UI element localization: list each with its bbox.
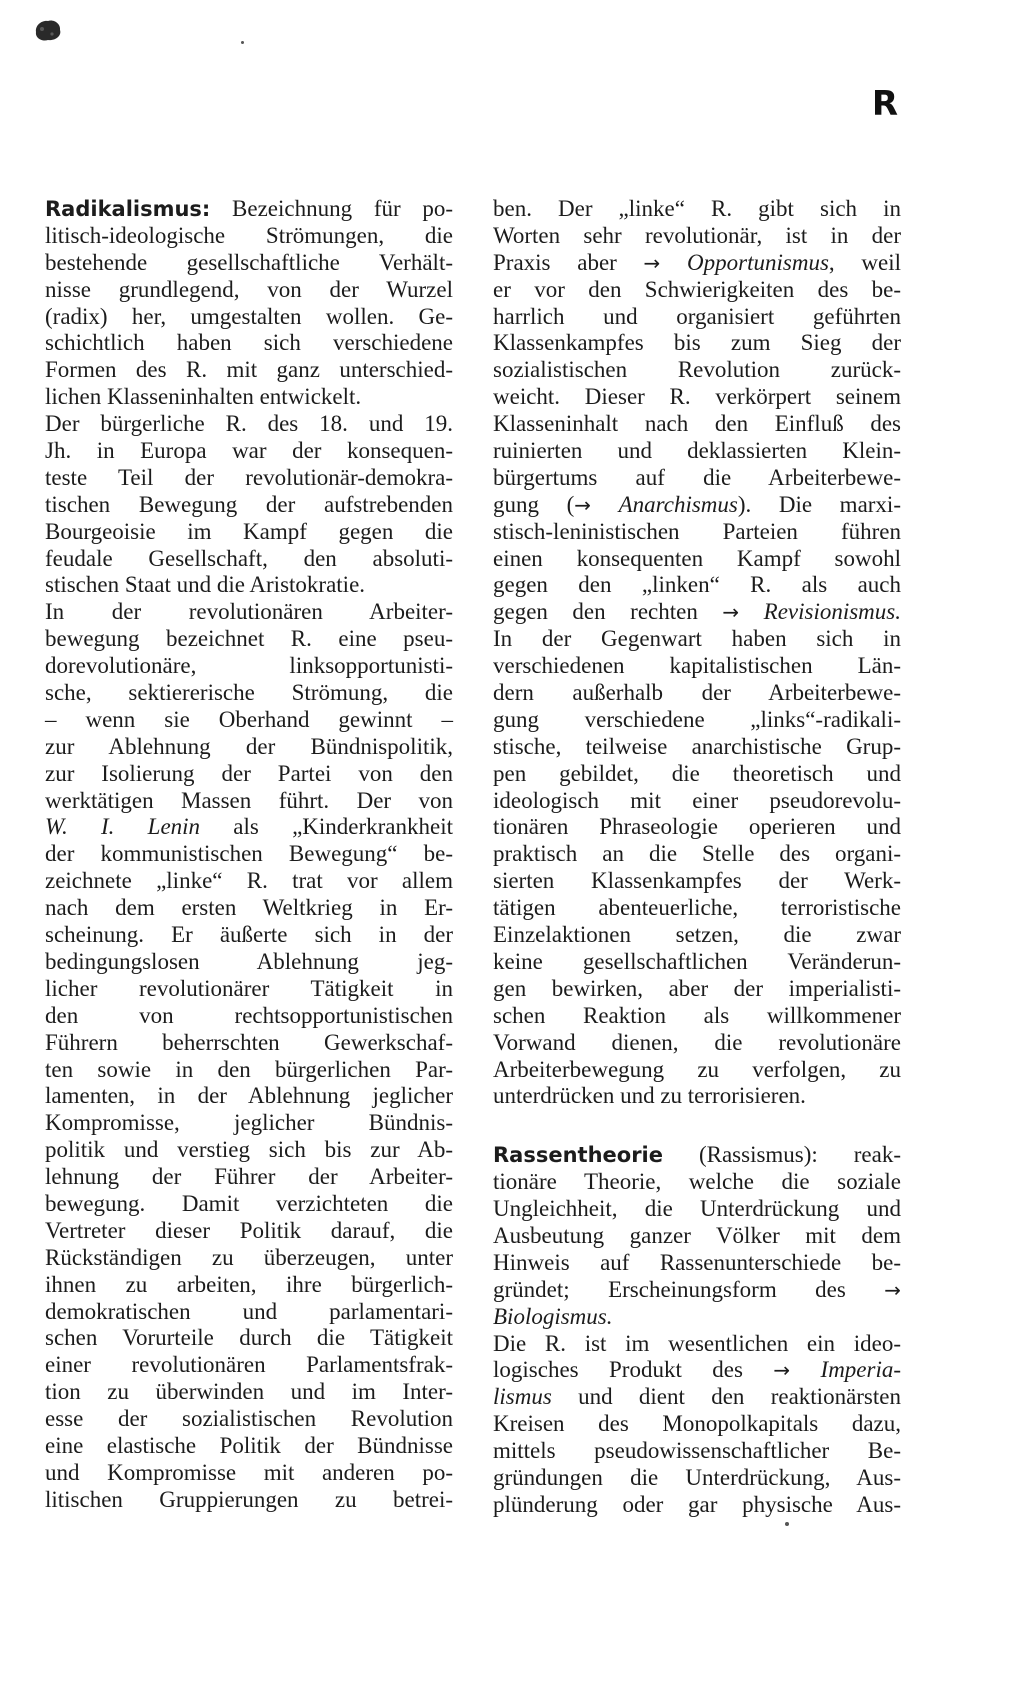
entry-line: gen bewirken, aber der imperialisti- — [493, 975, 901, 1001]
entry-line: zeichnete „linke“ R. trat vor allem — [45, 868, 453, 894]
entry-line: sozialistischen Revolution zurück- — [493, 357, 901, 383]
entry-line: dorevolutionäre, linksopportunisti- — [45, 653, 453, 679]
entry-line: er vor den Schwierigkeiten des be- — [493, 276, 901, 302]
entry-line: bewegung bezeichnet R. eine pseu- — [45, 626, 453, 652]
entry-line: feudale Gesellschaft, den absoluti- — [45, 545, 453, 571]
entry-line: harrlich und organisiert geführten — [493, 303, 901, 329]
entry-line: bedingungslosen Ablehnung jeg- — [45, 948, 453, 974]
entry-separator — [493, 1110, 901, 1142]
entry-line: scheinung. Er äußerte sich in der — [45, 922, 453, 948]
entry-line: gründet; Erscheinungsform des → — [493, 1276, 901, 1302]
entry-term-radikalismus: Radikalismus: — [45, 197, 211, 221]
right-column — [493, 196, 901, 1519]
entry-line: und Kompromisse mit anderen po- — [45, 1459, 453, 1485]
entry-line: stische, teilweise anarchistische Grup- — [493, 733, 901, 759]
entry-line: unterdrücken und zu terrorisieren. — [493, 1083, 806, 1109]
entry-line: Vorwand dienen, die revolutionäre — [493, 1029, 901, 1055]
entry-line: gegen den rechten → Revisionismus. — [493, 599, 901, 625]
entry-line: Kreisen des Monopolkapitals dazu, — [493, 1411, 901, 1437]
cross-reference-arrow-icon: → — [773, 1358, 791, 1383]
entry-line: Klassenkampfes bis zum Sieg der — [493, 330, 901, 356]
section-letter: R — [871, 84, 898, 124]
entry-line: In der revolutionären Arbeiter- — [45, 599, 453, 625]
entry-line: schichtlich haben sich verschiedene — [45, 330, 453, 356]
entry-line: tionären Phraseologie operieren und — [493, 814, 901, 840]
entry-line: ideologisch mit einer pseudorevolu- — [493, 787, 901, 813]
entry-line: bürgertums auf die Arbeiterbewe- — [493, 464, 901, 490]
cross-reference-arrow-icon: → — [884, 1277, 901, 1302]
entry-line: Formen des R. mit ganz unterschied- — [45, 357, 453, 383]
entry-line: Rückständigen zu überzeugen, unter — [45, 1244, 453, 1270]
entry-line: lismus und dient den reaktionärsten — [493, 1384, 901, 1410]
entry-line: eine elastische Politik der Bündnisse — [45, 1432, 453, 1458]
entry-line: tion zu überwinden und im Inter- — [45, 1379, 453, 1405]
entry-line: tionäre Theorie, welche die soziale — [493, 1169, 901, 1195]
entry-line: dern außerhalb der Arbeiterbewe- — [493, 680, 901, 706]
cross-reference-arrow-icon: → — [574, 492, 592, 517]
entry-line: schen Reaktion als willkommener — [493, 1002, 901, 1028]
entry-line: Jh. in Europa war der konsequen- — [45, 438, 453, 464]
entry-line: werktätigen Massen führt. Der von — [45, 787, 453, 813]
entry-line: gegen den „linken“ R. als auch — [493, 572, 901, 598]
entry-line: ihnen zu arbeiten, ihre bürgerlich- — [45, 1271, 453, 1297]
entry-line: praktisch an die Stelle des organi- — [493, 841, 901, 867]
entry-line: W. I. Lenin als „Kinderkrankheit — [45, 814, 453, 840]
cross-reference-arrow-icon: → — [643, 250, 661, 275]
entry-line: gung verschiedene „links“-radikali- — [493, 706, 901, 732]
entry-line: In der Gegenwart haben sich in — [493, 626, 901, 652]
entry-line: stisch-leninistischen Parteien führen — [493, 518, 901, 544]
entry-line: nach dem ersten Weltkrieg in Er- — [45, 895, 453, 921]
entry-line: lamenten, in der Ablehnung jeglicher — [45, 1083, 453, 1109]
entry-line: den von rechtsopportunistischen — [45, 1002, 453, 1028]
scan-speck — [241, 41, 244, 44]
ink-blot-icon — [33, 17, 63, 43]
entry-line: nisse grundlegend, von der Wurzel — [45, 276, 453, 302]
entry-line: tätigen abenteuerliche, terroristische — [493, 895, 901, 921]
entry-line: Bourgeoisie im Kampf gegen die — [45, 518, 453, 544]
cross-reference-biologismus[interactable]: Biologismus. — [493, 1303, 613, 1329]
entry-line: Radikalismus: Bezeichnung für po- — [45, 196, 453, 221]
entry-line: politik und verstieg sich bis zur Ab- — [45, 1137, 453, 1163]
cross-reference-arrow-icon: → — [722, 600, 740, 625]
entry-line: der kommunistischen Bewegung“ be- — [45, 841, 453, 867]
entry-line: Klasseninhalt nach den Einfluß des — [493, 411, 901, 437]
entry-line: logisches Produkt des → Imperia- — [493, 1357, 902, 1383]
entry-line: stischen Staat und die Aristokratie. — [45, 572, 366, 598]
entry-line — [493, 1304, 901, 1331]
entry-line: ten sowie in den bürgerlichen Par- — [45, 1056, 453, 1082]
entry-line: einen konsequenten Kampf sowohl — [493, 545, 901, 571]
entry-line: Rassentheorie (Rassismus): reak- — [493, 1142, 901, 1168]
lenin-reference: W. I. Lenin — [45, 814, 201, 840]
entry-line: Vertreter dieser Politik darauf, die — [45, 1217, 453, 1243]
entry-line: gründungen die Unterdrückung, Aus- — [493, 1464, 901, 1490]
entry-line: litisch-ideologische Strömungen, die — [45, 222, 453, 248]
entry-term-rassentheorie: Rassentheorie — [493, 1143, 663, 1168]
entry-line: Die R. ist im wesentlichen ein ideo- — [493, 1330, 901, 1356]
scan-speck — [785, 1522, 789, 1526]
entry-line: gung (→ Anarchismus). Die marxi- — [493, 491, 901, 517]
entry-line: ruinierten und deklassierten Klein- — [493, 438, 901, 464]
entry-line: Ausbeutung ganzer Völker mit dem — [493, 1222, 901, 1248]
entry-line: Einzelaktionen setzen, die zwar — [493, 922, 901, 948]
entry-line: Ungleichheit, die Unterdrückung und — [493, 1196, 901, 1222]
entry-line: sierten Klassenkampfes der Werk- — [493, 868, 901, 894]
entry-line: sche, sektiererische Strömung, die — [45, 680, 453, 706]
entry-line: (radix) her, umgestalten wollen. Ge- — [45, 303, 453, 329]
entry-line: bewegung. Damit verzichteten die — [45, 1190, 453, 1216]
entry-line: weicht. Dieser R. verkörpert seinem — [493, 384, 901, 410]
entry-line: lehnung der Führer der Arbeiter- — [45, 1164, 453, 1190]
entry-line: Der bürgerliche R. des 18. und 19. — [45, 411, 453, 437]
entry-line: tischen Bewegung der aufstrebenden — [45, 491, 453, 517]
cross-reference-imperialismus[interactable]: Imperia- — [820, 1357, 902, 1383]
entry-line: einer revolutionären Parlamentsfrak- — [45, 1352, 453, 1378]
entry-line: plünderung oder gar physische Aus- — [493, 1491, 901, 1517]
entry-line: bestehende gesellschaftliche Verhält- — [45, 249, 453, 275]
entry-line: teste Teil der revolutionär-demokra- — [45, 464, 453, 490]
entry-line: Hinweis auf Rassenunterschiede be- — [493, 1249, 901, 1275]
entry-line: pen gebildet, die theoretisch und — [493, 760, 901, 786]
cross-reference-opportunismus[interactable]: Opportunismus — [687, 249, 829, 275]
left-column — [45, 196, 453, 1514]
cross-reference-revisionismus[interactable]: Revisionismus. — [763, 599, 901, 625]
entry-line: Praxis aber → Opportunismus, weil — [493, 249, 901, 275]
entry-line: zur Ablehnung der Bündnispolitik, — [45, 733, 453, 759]
entry-line: licher revolutionärer Tätigkeit in — [45, 975, 453, 1001]
entry-line: ben. Der „linke“ R. gibt sich in — [493, 196, 901, 221]
cross-reference-imperialismus-cont[interactable]: lismus — [493, 1384, 552, 1410]
cross-reference-anarchismus[interactable]: Anarchismus — [618, 491, 738, 517]
entry-line: mittels pseudowissenschaftlicher Be- — [493, 1438, 901, 1464]
entry-line: litischen Gruppierungen zu betrei- — [45, 1486, 453, 1512]
entry-line: esse der sozialistischen Revolution — [45, 1406, 453, 1432]
entry-line: Führern beherrschten Gewerkschaf- — [45, 1029, 453, 1055]
entry-line: zur Isolierung der Partei von den — [45, 760, 453, 786]
entry-line: Arbeiterbewegung zu verfolgen, zu — [493, 1056, 901, 1082]
entry-line: Worten sehr revolutionär, ist in der — [493, 222, 901, 248]
entry-line: demokratischen und parlamentari- — [45, 1298, 453, 1324]
entry-line: schen Vorurteile durch die Tätigkeit — [45, 1325, 453, 1351]
entry-line: verschiedenen kapitalistischen Län- — [493, 653, 901, 679]
entry-line: keine gesellschaftlichen Veränderun- — [493, 948, 901, 974]
entry-line: lichen Klasseninhalten entwickelt. — [45, 384, 362, 410]
entry-line: – wenn sie Oberhand gewinnt – — [45, 706, 453, 732]
entry-line: Kompromisse, jeglicher Bündnis- — [45, 1110, 453, 1136]
